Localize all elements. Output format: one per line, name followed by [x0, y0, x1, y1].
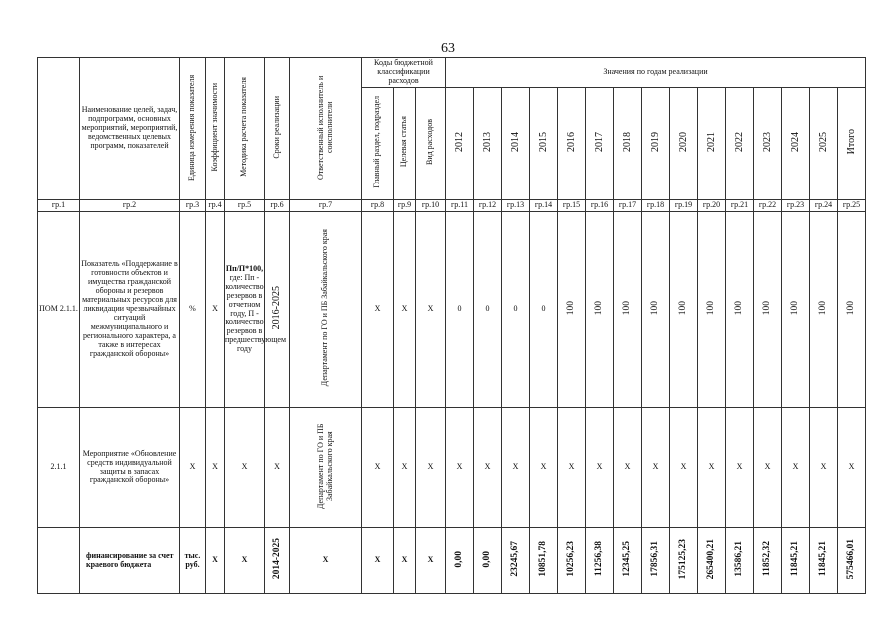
table-row-measure	[38, 408, 866, 528]
value-cell: 10256,23	[558, 528, 586, 594]
row-unit: %	[180, 212, 206, 408]
header-cell-target-article: Целевая статья	[394, 88, 416, 200]
header-cell-method: Методика расчета показателя	[225, 58, 265, 200]
group-label: гр.24	[810, 200, 838, 212]
row-target-article: Х	[394, 408, 416, 528]
method-formula: Пп/П*100,	[225, 263, 264, 273]
year-header: 2014	[502, 88, 530, 200]
group-label: гр.9	[394, 200, 416, 212]
header-cell-c1	[38, 58, 80, 200]
method-text: где: Пп - количество резервов в отчетном году, П - количество резервов в предшествующем году	[225, 272, 287, 354]
header-cell-unit: Единица измерения показателя	[180, 58, 206, 200]
row-method: Х	[225, 528, 265, 594]
value-cell: 23245,67	[502, 528, 530, 594]
value-cell: 100	[726, 212, 754, 408]
year-header: 2023	[754, 88, 782, 200]
group-label: гр.19	[670, 200, 698, 212]
value-cell: 100	[642, 212, 670, 408]
value-cell: 12345,25	[614, 528, 642, 594]
group-label: гр.12	[474, 200, 502, 212]
value-cell: Х	[698, 408, 726, 528]
row-target-article: Х	[394, 212, 416, 408]
group-label: гр.25	[838, 200, 866, 212]
indicators-table	[37, 57, 866, 594]
value-cell: Х	[726, 408, 754, 528]
value-cell: 11256,38	[586, 528, 614, 594]
row-unit: тыс. руб.	[180, 528, 206, 594]
row-unit: Х	[180, 408, 206, 528]
row-period: 2014-2025	[265, 528, 290, 594]
year-header: 2020	[670, 88, 698, 200]
value-cell: Х	[614, 408, 642, 528]
year-header: 2013	[474, 88, 502, 200]
group-label: гр.16	[586, 200, 614, 212]
row-name: финансирование за счет краевого бюджета	[80, 528, 180, 594]
row-responsible: Х	[290, 528, 362, 594]
group-label: гр.17	[614, 200, 642, 212]
value-cell: 100	[586, 212, 614, 408]
row-responsible: Департамент по ГО и ПБ Забайкальского края	[290, 408, 362, 528]
value-cell: 11845,21	[782, 528, 810, 594]
group-label: гр.14	[530, 200, 558, 212]
value-cell: 0	[474, 212, 502, 408]
value-cell: 0	[446, 212, 474, 408]
value-cell: Х	[558, 408, 586, 528]
value-cell: 11852,32	[754, 528, 782, 594]
value-cell: Х	[446, 408, 474, 528]
value-cell: Х	[586, 408, 614, 528]
group-label: гр.4	[206, 200, 225, 212]
group-label: гр.15	[558, 200, 586, 212]
header-values-group: Значения по годам реализации	[446, 58, 866, 88]
group-label: гр.2	[80, 200, 180, 212]
row-expense-type: Х	[416, 528, 446, 594]
group-label: гр.6	[265, 200, 290, 212]
value-cell: Х	[754, 408, 782, 528]
group-label: гр.11	[446, 200, 474, 212]
row-code: ПОМ 2.1.1.	[38, 212, 80, 408]
group-label: гр.1	[38, 200, 80, 212]
group-label: гр.22	[754, 200, 782, 212]
value-cell: 0	[530, 212, 558, 408]
value-cell: 13586,21	[726, 528, 754, 594]
row-period: Х	[265, 408, 290, 528]
group-label: гр.23	[782, 200, 810, 212]
value-cell: 0,00	[446, 528, 474, 594]
value-cell: Х	[782, 408, 810, 528]
group-label: гр.20	[698, 200, 726, 212]
value-cell: 100	[670, 212, 698, 408]
value-cell: Х	[530, 408, 558, 528]
value-cell: 100	[782, 212, 810, 408]
row-expense-type: Х	[416, 408, 446, 528]
value-cell: Х	[810, 408, 838, 528]
row-coef: Х	[206, 528, 225, 594]
group-label: гр.8	[362, 200, 394, 212]
table-row-indicator	[38, 212, 866, 408]
page-number: 63	[441, 41, 455, 56]
row-section: Х	[362, 212, 394, 408]
year-header: 2017	[586, 88, 614, 200]
value-cell: 265400,21	[698, 528, 726, 594]
value-cell: 0	[502, 212, 530, 408]
value-cell: 100	[754, 212, 782, 408]
value-cell: 17856,31	[642, 528, 670, 594]
row-name: Мероприятие «Обновление средств индивидуальной защиты в запасах гражданской обороны»	[80, 408, 180, 528]
header-cell-responsible: Ответственный исполнитель и соисполнители	[290, 58, 362, 200]
row-name: Показатель «Поддержание в готовности объектов и имущества гражданской обороны и резервов материальных ресурсов для ликвидации чрезвычайных ситуаций межмуниципального и регионального характера, а также в интересах гражданской обороны»	[80, 212, 180, 408]
row-method: Х	[225, 408, 265, 528]
year-header-total: Итого	[838, 88, 866, 200]
table-row-financing	[38, 528, 866, 594]
year-header: 2021	[698, 88, 726, 200]
row-responsible: Департамент по ГО и ПБ Забайкальского края	[290, 212, 362, 408]
group-labels-row	[38, 200, 866, 212]
year-header: 2018	[614, 88, 642, 200]
value-cell: 100	[558, 212, 586, 408]
row-coef: Х	[206, 408, 225, 528]
group-label: гр.3	[180, 200, 206, 212]
year-header: 2016	[558, 88, 586, 200]
row-section: Х	[362, 408, 394, 528]
header-cell-period: Сроки реализации	[265, 58, 290, 200]
year-header: 2025	[810, 88, 838, 200]
value-cell: 11845,21	[810, 528, 838, 594]
row-period: 2016-2025	[265, 212, 290, 408]
row-section: Х	[362, 528, 394, 594]
value-cell: Х	[642, 408, 670, 528]
row-code	[38, 528, 80, 594]
header-cell-coef: Коэффициент значимости	[206, 58, 225, 200]
header-cell-name: Наименование целей, задач, подпрограмм, основных мероприятий, мероприятий, ведомственных целевых программ, показателей	[80, 58, 180, 200]
group-label: гр.13	[502, 200, 530, 212]
header-budget-group: Коды бюджетной классификации расходов	[362, 58, 446, 88]
year-header: 2019	[642, 88, 670, 200]
value-cell: Х	[474, 408, 502, 528]
value-cell: 175125,23	[670, 528, 698, 594]
group-label: гр.18	[642, 200, 670, 212]
year-header: 2012	[446, 88, 474, 200]
value-cell: 100	[810, 212, 838, 408]
row-expense-type: Х	[416, 212, 446, 408]
row-target-article: Х	[394, 528, 416, 594]
row-code: 2.1.1	[38, 408, 80, 528]
value-cell: 10851,78	[530, 528, 558, 594]
header-row-top	[38, 58, 866, 88]
value-cell-total: 100	[838, 212, 866, 408]
group-label: гр.7	[290, 200, 362, 212]
value-cell-total: 575466,01	[838, 528, 866, 594]
group-label: гр.21	[726, 200, 754, 212]
value-cell-total: Х	[838, 408, 866, 528]
value-cell: 100	[614, 212, 642, 408]
group-label: гр.10	[416, 200, 446, 212]
group-label: гр.5	[225, 200, 265, 212]
year-header: 2015	[530, 88, 558, 200]
header-cell-expense-type: Вид расходов	[416, 88, 446, 200]
value-cell: Х	[670, 408, 698, 528]
year-header: 2022	[726, 88, 754, 200]
header-cell-section: Главный раздел, подраздел	[362, 88, 394, 200]
row-coef: Х	[206, 212, 225, 408]
value-cell: 100	[698, 212, 726, 408]
value-cell: Х	[502, 408, 530, 528]
value-cell: 0,00	[474, 528, 502, 594]
year-header: 2024	[782, 88, 810, 200]
